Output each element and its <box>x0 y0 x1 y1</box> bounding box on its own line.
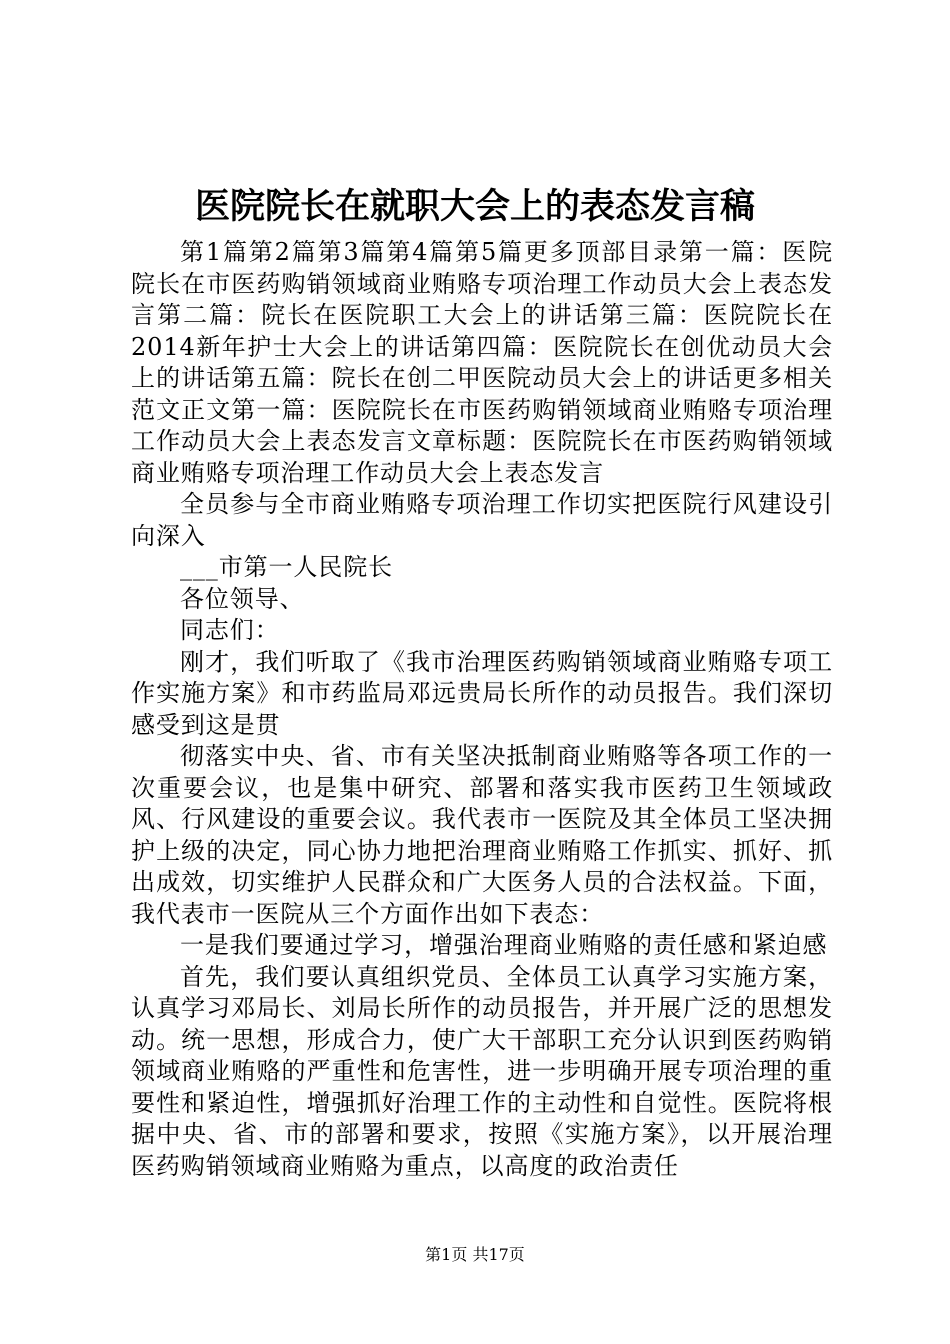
page-number-footer: 第1页 共17页 <box>425 1245 525 1264</box>
paragraph-body: 首先，我们要认真组织党员、全体员工认真学习实施方案，认真学习邓局长、刘局长所作的动员报告，并开展广泛的思想发动。统一思想，形成合力，使广大干部职工充分认识到医药购销领域商业贿赂的严重性和危害性，进一步明确开展专项治理的重要性和紧迫性，增强抓好治理工作的主动性和自觉性。医院将根据中央、省、市的部署和要求，按照《实施方案》，以开展治理医药购销领域商业贿赂为重点，以高度的政治责任 <box>131 962 833 1180</box>
paragraph-subtitle: 全员参与全市商业贿赂专项治理工作切实把医院行风建设引向深入 <box>131 490 833 550</box>
document-body <box>131 237 833 1182</box>
paragraph-section-heading: 一是我们要通过学习，增强治理商业贿赂的责任感和紧迫感 <box>180 931 828 959</box>
paragraph-body: 彻落实中央、省、市有关坚决抵制商业贿赂等各项工作的一次重要会议，也是集中研究、部署和落实我市医药卫生领域政风、行风建设的重要会议。我代表市一医院及其全体员工坚决拥护上级的决定，同心协力地把治理商业贿赂工作抓实、抓好、抓出成效，切实维护人民群众和广大医务人员的合法权益。下面，我代表市一医院从三个方面作出如下表态： <box>131 742 833 928</box>
paragraph-speaker: ___市第一人民院长 <box>180 553 393 581</box>
paragraph-salutation-comrades: 同志们： <box>180 616 280 644</box>
paragraph-table-of-contents: 第1篇第2篇第3篇第4篇第5篇更多顶部目录第一篇：医院院长在市医药购销领域商业贿赂专项治理工作动员大会上表态发言第二篇：院长在医院职工大会上的讲话第三篇：医院院长在2014新年护士大会上的讲话第四篇：医院院长在创优动员大会上的讲话第五篇：院长在创二甲医院动员大会上的讲话更多相关范文正文第一篇：医院院长在市医药购销领域商业贿赂专项治理工作动员大会上表态发言文章标题：医院院长在市医药购销领域商业贿赂专项治理工作动员大会上表态发言 <box>131 238 833 487</box>
paragraph-salutation-leaders: 各位领导、 <box>180 584 305 613</box>
document-title: 医院院长在就职大会上的表态发言稿 <box>194 186 755 227</box>
paragraph-body: 刚才，我们听取了《我市治理医药购销领域商业贿赂专项工作实施方案》和市药监局邓远贵局长所作的动员报告。我们深切感受到这是贯 <box>131 647 833 739</box>
